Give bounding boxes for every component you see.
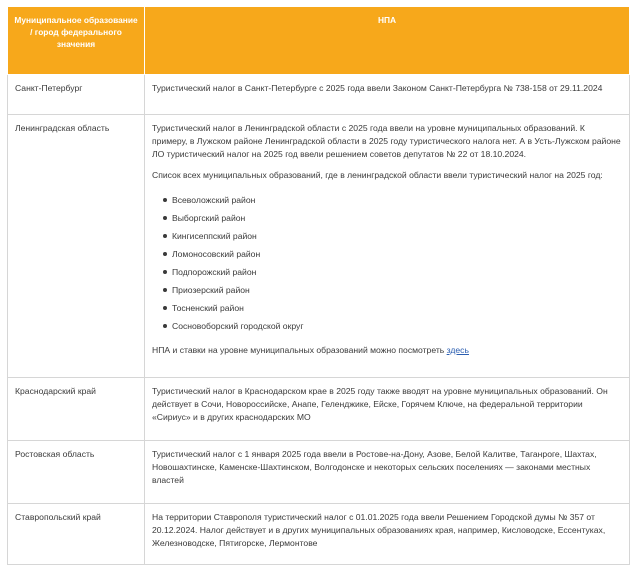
npa-text: Туристический налог с 1 января 2025 года ввели в Ростове-на-Дону, Азове, Белой Калитве, Таганроге, Шахтах, Новошахтинске, Каменске-Шахтинском, Волгодонске и некоторых сельских поселениях — законами местных властей (152, 449, 597, 485)
list-item: Всеволожский район (172, 194, 622, 206)
table-row (8, 75, 630, 115)
npa-text: Туристический налог в Ленинградской области с 2025 года ввели на уровне муниципальных образований. К примеру, в Лужском районе Ленинградской области в 2025 году туристического налога нет. А в Усть-Лужском районе ЛО туристический налог на 2025 год ввели решением советов депутатов № 22 от 18.10.2024. (152, 123, 621, 159)
bullet-icon (163, 324, 167, 328)
table-header-row (8, 7, 630, 75)
bullet-icon (163, 306, 167, 310)
table-row (8, 115, 630, 378)
region-cell: Ставропольский край (8, 504, 145, 565)
list-item: Подпорожский район (172, 266, 622, 278)
region-cell: Краснодарский край (8, 378, 145, 441)
bullet-icon (163, 252, 167, 256)
table-row (8, 378, 630, 441)
npa-cell (145, 504, 630, 565)
npa-cell (145, 378, 630, 441)
list-intro: Список всех муниципальных образований, где в ленинградской области ввели туристический налог на 2025 год: (152, 170, 603, 181)
npa-cell (145, 441, 630, 504)
table-row (8, 441, 630, 504)
npa-text: На территории Ставрополя туристический налог с 01.01.2025 года ввели Решением Городской думы № 357 от 20.12.2024. Налог действует и в других муниципальных образованиях края, например, Кисловодске, Ессентуках, Железноводске, Пятигорске, Лермонтове (152, 512, 606, 548)
bullet-icon (163, 288, 167, 292)
details-link[interactable]: здесь (446, 345, 469, 356)
region-cell: Ростовская область (8, 441, 145, 504)
bullet-icon (163, 216, 167, 220)
list-item: Ломоносовский район (172, 248, 622, 260)
header-region: Муниципальное образование / город федерального значения (8, 7, 145, 75)
list-item: Сосновоборский городской округ (172, 320, 622, 332)
list-item: Приозерский район (172, 284, 622, 296)
npa-cell (145, 115, 630, 378)
region-cell: Санкт-Петербург (8, 75, 145, 115)
bullet-icon (163, 234, 167, 238)
npa-text: Туристический налог в Санкт-Петербурге с 2025 года ввели Законом Санкт-Петербурга № 738-158 от 29.11.2024 (152, 83, 603, 93)
npa-text: Туристический налог в Краснодарском крае в 2025 году также вводят на уровне муниципальных образований. Он действует в Сочи, Новороссийске, Анапе, Геленджике, Ейске, Горячем Ключе, на федеральной территории «Сириус» и в других краснодарских МО (152, 386, 608, 422)
tax-table (7, 6, 630, 565)
list-item: Тосненский район (172, 302, 622, 314)
header-npa: НПА (145, 7, 630, 75)
list-item: Кингисеппский район (172, 230, 622, 242)
npa-cell (145, 75, 630, 115)
list-item: Выборгский район (172, 212, 622, 224)
tail-note: НПА и ставки на уровне муниципальных образований можно посмотреть здесь (152, 345, 469, 356)
table-row (8, 504, 630, 565)
district-list (152, 194, 622, 332)
bullet-icon (163, 270, 167, 274)
bullet-icon (163, 198, 167, 202)
region-cell: Ленинградская область (8, 115, 145, 378)
